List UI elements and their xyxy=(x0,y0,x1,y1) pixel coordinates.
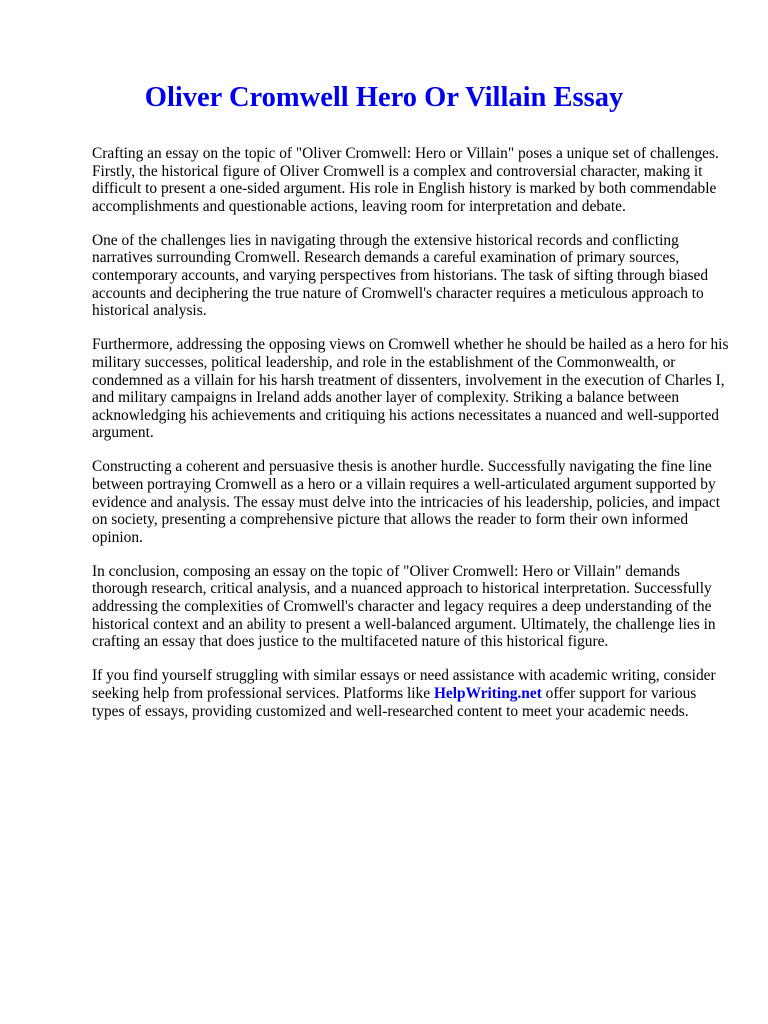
paragraph-intro: Crafting an essay on the topic of "Oliver Cromwell: Hero or Villain" poses a unique set of challenges. Firstly, the historical figure of Oliver Cromwell is a complex and controversial character, making it difficult to present a one-sided argument. His role in English history is marked by both commendable accomplishments and questionable actions, leaving room for interpretation and debate. xyxy=(92,145,719,215)
page-title: Oliver Cromwell Hero Or Villain Essay xyxy=(144,82,624,113)
paragraph-thesis: Constructing a coherent and persuasive thesis is another hurdle. Successfully navigating the fine line between portraying Cromwell as a hero or a villain requires a well-articulated argument supported by evidence and analysis. The essay must delve into the intricacies of his leadership, policies, and impact on society, presenting a comprehensive picture that allows the reader to form their own informed opinion. xyxy=(92,458,720,546)
paragraph-research-challenges: One of the challenges lies in navigating through the extensive historical records and conflicting narratives surrounding Cromwell. Research demands a careful examination of primary sources, contemporary accounts, and varying perspectives from historians. The task of sifting through biased accounts and deciphering the true nature of Cromwell's character requires a meticulous approach to historical analysis. xyxy=(92,231,709,320)
closing-text-before-link: If you find yourself struggling with similar essays or need assistance with academic writing, consider seeking help from professional services. Platforms like xyxy=(92,667,716,702)
closing-text-after-link: offer support for various types of essays, providing customized and well-researched content to meet your academic needs. xyxy=(92,684,697,720)
paragraph-opposing-views: Furthermore, addressing the opposing views on Cromwell whether he should be hailed as a hero for his military successes, political leadership, and role in the establishment of the Commonwealth, or condemned as a villain for his harsh treatment of dissenters, involvement in the execution of Charles I, and military campaigns in Ireland adds another layer of complexity. Striking a balance between acknowledging his achievements and critiquing his actions necessitates a nuanced and well-supported argument. xyxy=(92,336,729,442)
essay-body xyxy=(92,145,732,737)
helpwriting-link[interactable]: HelpWriting.net xyxy=(433,684,542,702)
paragraph-conclusion: In conclusion, composing an essay on the topic of "Oliver Cromwell: Hero or Villain" demands thorough research, critical analysis, and a nuanced approach to historical interpretation. Successfully addressing the complexities of Cromwell's character and legacy requires a deep understanding of the historical context and an ability to present a well-balanced argument. Ultimately, the challenge lies in crafting an essay that does justice to the multifaceted nature of this historical figure. xyxy=(92,562,716,651)
paragraph-closing xyxy=(92,667,732,720)
